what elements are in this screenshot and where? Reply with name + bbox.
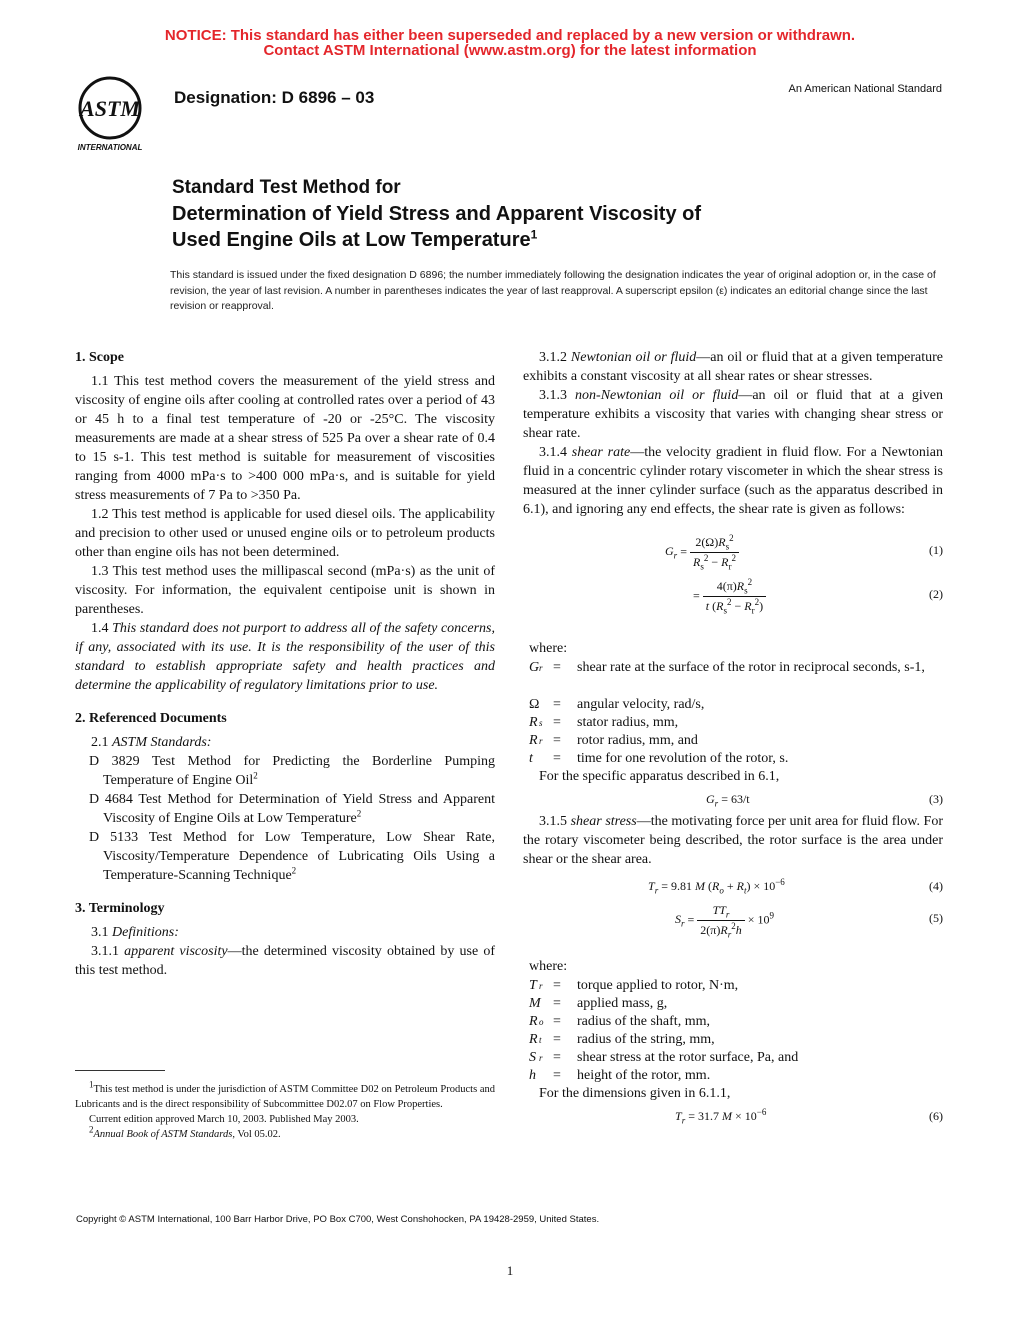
copyright: Copyright © ASTM International, 100 Barr Harbor Drive, PO Box C700, West Conshohocken, PA 19428-2959, United States.	[76, 1214, 600, 1225]
ref-d3829	[75, 752, 495, 790]
para-3-1	[75, 923, 495, 942]
where-2: where:	[529, 959, 568, 974]
american-national-standard: An American National Standard	[788, 83, 942, 95]
ref-d3829-sup: 2	[253, 770, 258, 781]
para-3-1-4-term: shear rate	[571, 445, 631, 460]
para-3-1-3	[523, 386, 943, 443]
def-h: h = height of the rotor, mm.	[523, 1066, 943, 1084]
def-m: M = applied mass, g,	[523, 994, 943, 1012]
equation-6-number: (6)	[929, 1109, 943, 1123]
equation-2-expr: = $\frac{4(\pi)R_s^2}{t (R_s^2 - R_r^2)}$	[693, 577, 766, 616]
def-t-sym: t	[529, 751, 533, 766]
def-t-text: time for one revolution of the rotor, s.	[577, 751, 789, 766]
def-rs-sym: R	[529, 715, 538, 730]
equation-6-expr: $T_r = 31.7$ $M \times 10^{-6}$	[675, 1107, 767, 1126]
para-3-1-1-text: —the determined viscosity obtained by use of this test method.	[75, 944, 495, 978]
def-rt-text: radius of the string, mm,	[577, 1032, 715, 1047]
para-3-1-3-number: 3.1.3	[539, 388, 576, 403]
para-3-1-5	[523, 812, 943, 869]
equation-4-number: (4)	[929, 879, 943, 893]
para-2-1-number: 2.1	[91, 735, 112, 750]
notice-line-1: NOTICE: This standard has either been superseded and replaced by a new version or withdrawn.	[164, 27, 856, 44]
document-title	[172, 175, 701, 253]
page-number: 1	[506, 1263, 514, 1278]
para-2-1-text: ASTM Standards:	[112, 735, 212, 750]
def-rs-text: stator radius, mm,	[577, 715, 679, 730]
def-m-sym: M	[529, 996, 541, 1011]
footnote-2-mark: 2	[89, 1124, 94, 1135]
para-3-1-1-number: 3.1.1	[91, 944, 125, 959]
title-line-2: Determination of Yield Stress and Apparent Viscosity of	[172, 203, 702, 225]
footnote-rule	[75, 1070, 165, 1071]
para-3-1-1	[75, 942, 495, 980]
def-t: t = time for one revolution of the rotor, s.	[523, 749, 943, 767]
notice-line-2: Contact ASTM International (www.astm.org) for the latest information	[263, 42, 757, 59]
para-1-4	[75, 619, 495, 695]
para-3-1-2-number: 3.1.2	[539, 350, 571, 365]
logo-subtext: INTERNATIONAL	[77, 143, 143, 152]
def-gr-sym: G	[529, 660, 540, 675]
footnote-2-title: Annual Book of ASTM Standards	[93, 1129, 233, 1140]
section-1-heading: 1. Scope	[75, 350, 124, 365]
ref-d5133	[75, 828, 495, 885]
para-1-3: 1.3 This test method uses the millipascal second (mPa·s) as the unit of viscosity. For information, the equivalent centipoise unit is shown in parentheses.	[75, 564, 495, 617]
para-3-1-2	[523, 348, 943, 386]
para-3-1-3-term: non-Newtonian oil or fluid	[575, 388, 739, 403]
def-sr: S r = shear stress at the rotor surface, Pa, and	[523, 1048, 943, 1066]
para-3-1-5-term: shear stress	[570, 814, 637, 829]
equation-1	[523, 527, 943, 573]
para-3-1-number: 3.1	[91, 925, 112, 940]
equation-6	[523, 1103, 943, 1129]
def-tr-text: torque applied to rotor, N·m,	[577, 978, 739, 993]
para-3-1-5-text: —the motivating force per unit area for fluid flow. For the rotary viscometer being described, the rotor surface is the area under shear or the shear area.	[523, 814, 944, 867]
equation-2-number: (2)	[929, 587, 943, 601]
equation-5	[523, 899, 943, 943]
designation: Designation: D 6896 – 03	[174, 88, 375, 107]
def-ro-sym: R	[529, 1014, 538, 1029]
title-line-3-text: Used Engine Oils at Low Temperature	[172, 229, 531, 251]
section-2-heading: 2. Referenced Documents	[75, 711, 227, 726]
def-rr: R r = rotor radius, mm, and	[523, 731, 943, 749]
left-column	[75, 348, 495, 980]
footnote-1	[75, 1079, 495, 1112]
equation-3-number: (3)	[929, 792, 943, 806]
equation-4-expr: $T_r = 9.81$ M $(R_o + R_t) \times 10^{-6}$	[648, 877, 785, 896]
para-3-1-5-number: 3.1.5	[539, 814, 571, 829]
para-3-1-1-term: apparent viscosity	[124, 944, 228, 959]
para-3-1-4-number: 3.1.4	[539, 445, 572, 460]
title-footnote-mark: 1	[530, 227, 538, 242]
ref-d5133-sup: 2	[291, 865, 297, 876]
ref-d4684	[75, 790, 495, 828]
equation-1-number: (1)	[929, 543, 943, 557]
def-omega: Ω = angular velocity, rad/s,	[523, 695, 943, 713]
footnote-1b: Current edition approved March 10, 2003. Published May 2003.	[89, 1114, 359, 1125]
footnote-1-text: This test method is under the jurisdiction of ASTM Committee D02 on Petroleum Products and Lubricants and is the direct responsibility of Subcommittee D02.07 on Flow Properties.	[75, 1084, 495, 1110]
para-3-1-4	[523, 443, 943, 519]
footnote-2	[75, 1124, 495, 1142]
title-line-1: Standard Test Method for	[172, 177, 401, 198]
def-rr-sym: R	[529, 733, 538, 748]
def-tr: T r = torque applied to rotor, N·m,	[523, 976, 943, 994]
footnote-2-vol: , Vol 05.02.	[232, 1129, 281, 1140]
para-3-1-2-text: —an oil or fluid that at a given temperature exhibits a constant viscosity at all shear rates or shear stresses.	[523, 350, 943, 384]
equation-4	[523, 873, 943, 899]
def-rs: R s = stator radius, mm,	[523, 713, 943, 731]
ref-d3829-text: D 3829 Test Method for Predicting the Borderline Pumping Temperature of Engine Oil	[89, 754, 495, 788]
def-rt-sym: R	[529, 1032, 538, 1047]
section-3-heading: 3. Terminology	[75, 901, 165, 916]
para-1-4-text: This standard does not purport to address all of the safety concerns, if any, associated with its use. It is the responsibility of the user of this standard to establish appropriate safety and health practices and determine the applicability of regulatory limitations prior to use.	[75, 621, 496, 693]
def-omega-text: angular velocity, rad/s,	[577, 697, 705, 712]
para-3-1-text: Definitions:	[112, 925, 179, 940]
para-3-1-2-term: Newtonian oil or fluid	[570, 350, 697, 365]
ref-d4684-text: D 4684 Test Method for Determination of Yield Stress and Apparent Viscosity of Engine Oils at Low Temperature	[89, 792, 495, 826]
def-omega-sym: Ω	[529, 697, 540, 712]
def-ro: R o = radius of the shaft, mm,	[523, 1012, 943, 1030]
def-ro-text: radius of the shaft, mm,	[577, 1014, 710, 1029]
def-gr-text: shear rate at the surface of the rotor in reciprocal seconds, s-1,	[577, 660, 925, 675]
equation-2	[523, 573, 943, 617]
equation-5-expr: $S_r$ = $\frac{TT_r}{2(\pi)R_r^2h}$ × $10^9$	[675, 903, 774, 940]
right-column	[523, 348, 943, 1129]
where-1: where:	[529, 641, 568, 656]
equation-3-rhs: = 63/t	[721, 792, 750, 806]
ref-d5133-text: D 5133 Test Method for Low Temperature, Low Shear Rate, Viscosity/Temperature Dependence of Lubricating Oils Using a Temperature-Scanning Technique	[89, 830, 495, 883]
for-dimensions: For the dimensions given in 6.1.1,	[539, 1086, 731, 1101]
footnotes	[75, 1079, 495, 1142]
equation-5-number: (5)	[929, 911, 943, 925]
def-sr-text: shear stress at the rotor surface, Pa, and	[577, 1050, 799, 1065]
footnote-1-mark: 1	[89, 1079, 94, 1090]
astm-logo	[62, 74, 162, 154]
def-tr-sym: T	[529, 978, 537, 993]
para-1-1: 1.1 This test method covers the measurement of the yield stress and viscosity of engine oils after cooling at controlled rates over a period of 43 or 45 h to a final test temperature of -20 or -25°C. The viscosity measurements are made at a shear stress of 525 Pa over a shear rate of 0.4 to 15 s-1. This test method is suitable for measurement of viscosities ranging from 4000 mPa·s to >400 000 mPa·s, and is suitable for yield stress measurements of 7 Pa to >350 Pa.	[75, 374, 495, 503]
para-3-1-3-text: —an oil or fluid that at a given temperature exhibits a viscosity that varies with changing shear stress or shear rate.	[523, 388, 943, 441]
intro-paragraph: This standard is issued under the fixed designation D 6896; the number immediately following the designation indicates the year of original adoption or, in the case of revision, the year of last revision. A number in parentheses indicates the year of last reapproval. A superscript epsilon (ε) indicates an editorial change since the last revision or reapproval.	[170, 269, 936, 312]
def-rr-text: rotor radius, mm, and	[577, 733, 698, 748]
logo-text: ASTM	[80, 96, 140, 121]
def-sr-sym: S	[529, 1050, 536, 1065]
para-1-4-number: 1.4	[91, 621, 113, 636]
for-apparatus: For the specific apparatus described in 6.1,	[539, 769, 780, 784]
equation-3-expr: $G_r = 63/t$	[706, 792, 750, 809]
equation-1-expr: $G_r$ = $\frac{2(\Omega)R_s^2}{R_s^2 - R_r^2}$	[665, 533, 739, 572]
def-m-text: applied mass, g,	[577, 996, 668, 1011]
def-h-text: height of the rotor, mm.	[577, 1068, 711, 1083]
para-2-1	[75, 733, 495, 752]
equation-3	[523, 786, 943, 812]
ref-d4684-sup: 2	[356, 808, 362, 819]
def-rt: R t = radius of the string, mm,	[523, 1030, 943, 1048]
para-1-2: 1.2 This test method is applicable for used diesel oils. The applicability and precision to other used or unused engine oils or to petroleum products other than engine oils has not been determined.	[75, 507, 495, 560]
def-gr: G r = shear rate at the surface of the rotor in reciprocal seconds, s-1,	[523, 658, 943, 695]
def-h-sym: h	[529, 1068, 536, 1083]
title-line-3	[172, 227, 701, 253]
para-3-1-4-text: —the velocity gradient in fluid flow. For a Newtonian fluid in a concentric cylinder rotary viscometer in which the shear stress is measured at the inner cylinder surface (such as the apparatus described in 6.1), and ignoring any end effects, the shear rate is given as follows:	[523, 445, 943, 517]
